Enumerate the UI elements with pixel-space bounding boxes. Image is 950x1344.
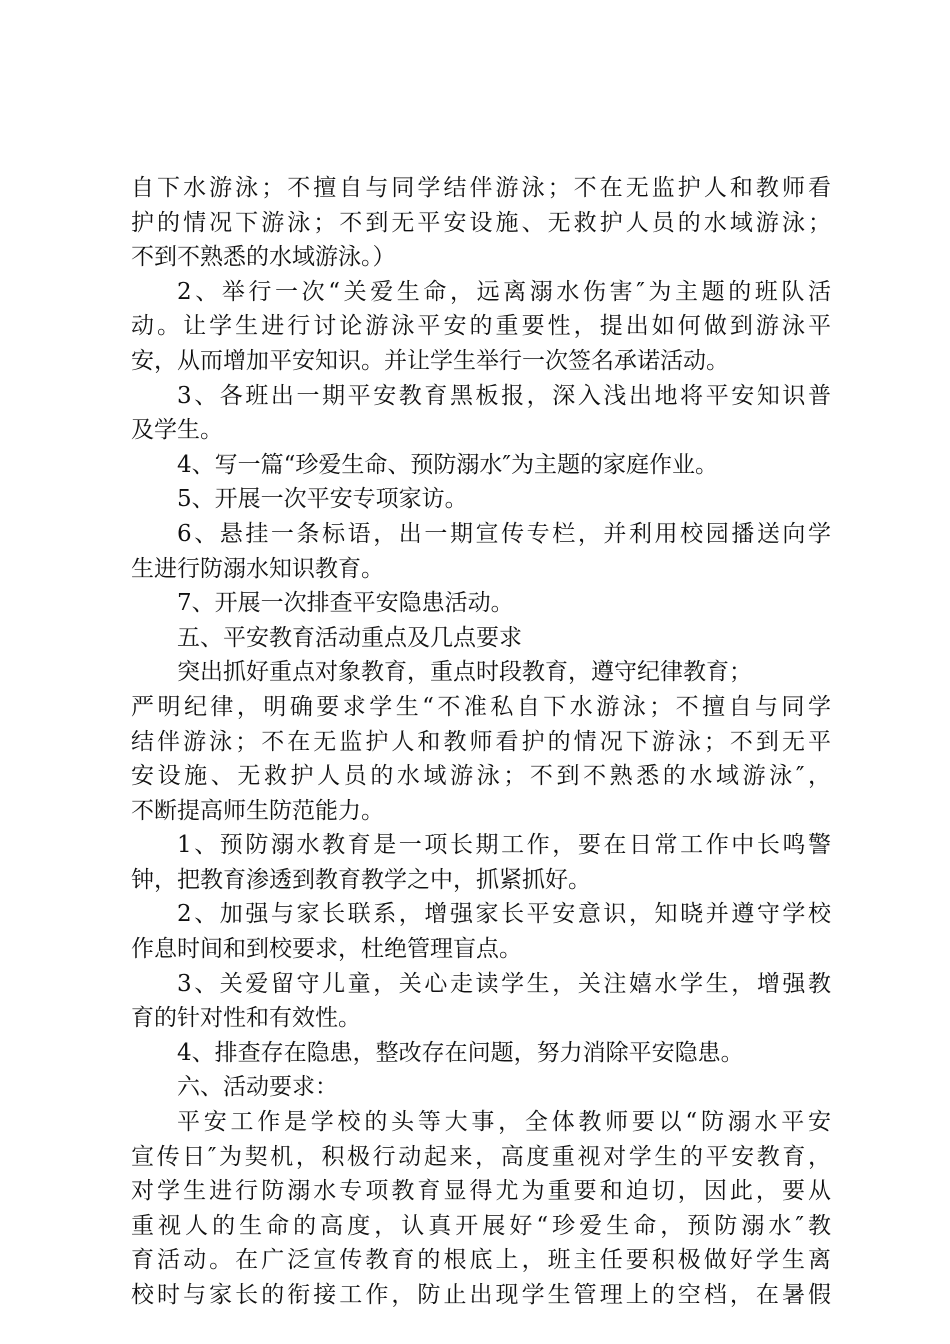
text-line: 对学生进行防溺水专项教育显得尤为重要和迫切，因此，要从 <box>131 1178 831 1205</box>
text-line: 安，从而增加平安知识。并让学生举行一次签名承诺活动。 <box>131 347 729 374</box>
text-line: 平安工作是学校的头等大事，全体教师要以“防溺水平安 <box>177 1109 831 1136</box>
text-line: 护的情况下游泳；不到无平安设施、无救护人员的水域游泳； <box>131 209 831 236</box>
text-line: 安设施、无救护人员的水域游泳；不到不熟悉的水域游泳″， <box>131 763 831 790</box>
section-heading: 六、活动要求： <box>177 1074 338 1101</box>
text-line: 育的针对性和有效性。 <box>131 1005 361 1032</box>
text-line: 钟，把教育渗透到教育教学之中，抓紧抓好。 <box>131 866 591 893</box>
text-line: 3、各班出一期平安教育黑板报，深入浅出地将平安知识普 <box>177 382 831 409</box>
text-line: 育活动。在广泛宣传教育的根底上，班主任要积极做好学生离 <box>131 1247 831 1274</box>
text-line: 6、悬挂一条标语，出一期宣传专栏，并利用校园播送向学 <box>177 520 831 547</box>
text-line: 动。让学生进行讨论游泳平安的重要性，提出如何做到游泳平 <box>131 313 831 340</box>
text-line: 5、开展一次平安专项家访。 <box>177 486 468 513</box>
text-line: 及学生。 <box>131 417 223 444</box>
text-line: 不断提高师生防范能力。 <box>131 797 384 824</box>
text-line: 7、开展一次排查平安隐患活动。 <box>177 590 514 617</box>
text-line: 2、举行一次“关爱生命，远离溺水伤害″为主题的班队活 <box>177 278 831 305</box>
text-line: 3、关爱留守儿童，关心走读学生，关注嬉水学生，增强教 <box>177 970 831 997</box>
text-line: 作息时间和到校要求，杜绝管理盲点。 <box>131 936 522 963</box>
text-line: 重视人的生命的高度，认真开展好“珍爱生命，预防溺水″教 <box>131 1212 831 1239</box>
text-line: 2、加强与家长联系，增强家长平安意识，知晓并遵守学校 <box>177 901 831 928</box>
text-line: 4、写一篇“珍爱生命、预防溺水″为主题的家庭作业。 <box>177 451 718 478</box>
text-line: 自下水游泳；不擅自与同学结伴游泳；不在无监护人和教师看 <box>131 175 831 201</box>
text-line: 4、排查存在隐患，整改存在问题，努力消除平安隐患。 <box>177 1039 744 1066</box>
text-line: 突出抓好重点对象教育，重点时段教育，遵守纪律教育； <box>177 659 752 686</box>
section-heading: 五、平安教育活动重点及几点要求 <box>177 624 522 651</box>
text-line: 严明纪律，明确要求学生“不准私自下水游泳；不擅自与同学 <box>131 693 831 720</box>
text-line: 不到不熟悉的水域游泳。） <box>131 244 396 271</box>
text-line: 宣传日″为契机，积极行动起来，高度重视对学生的平安教育， <box>131 1143 831 1170</box>
text-line: 1、预防溺水教育是一项长期工作，要在日常工作中长鸣警 <box>177 832 831 859</box>
text-line: 结伴游泳；不在无监护人和教师看护的情况下游泳；不到无平 <box>131 728 831 755</box>
text-line: 生进行防溺水知识教育。 <box>131 555 384 582</box>
body-text <box>131 171 831 1313</box>
text-line: 校时与家长的衔接工作，防止出现学生管理上的空档，在暑假 <box>131 1282 831 1308</box>
